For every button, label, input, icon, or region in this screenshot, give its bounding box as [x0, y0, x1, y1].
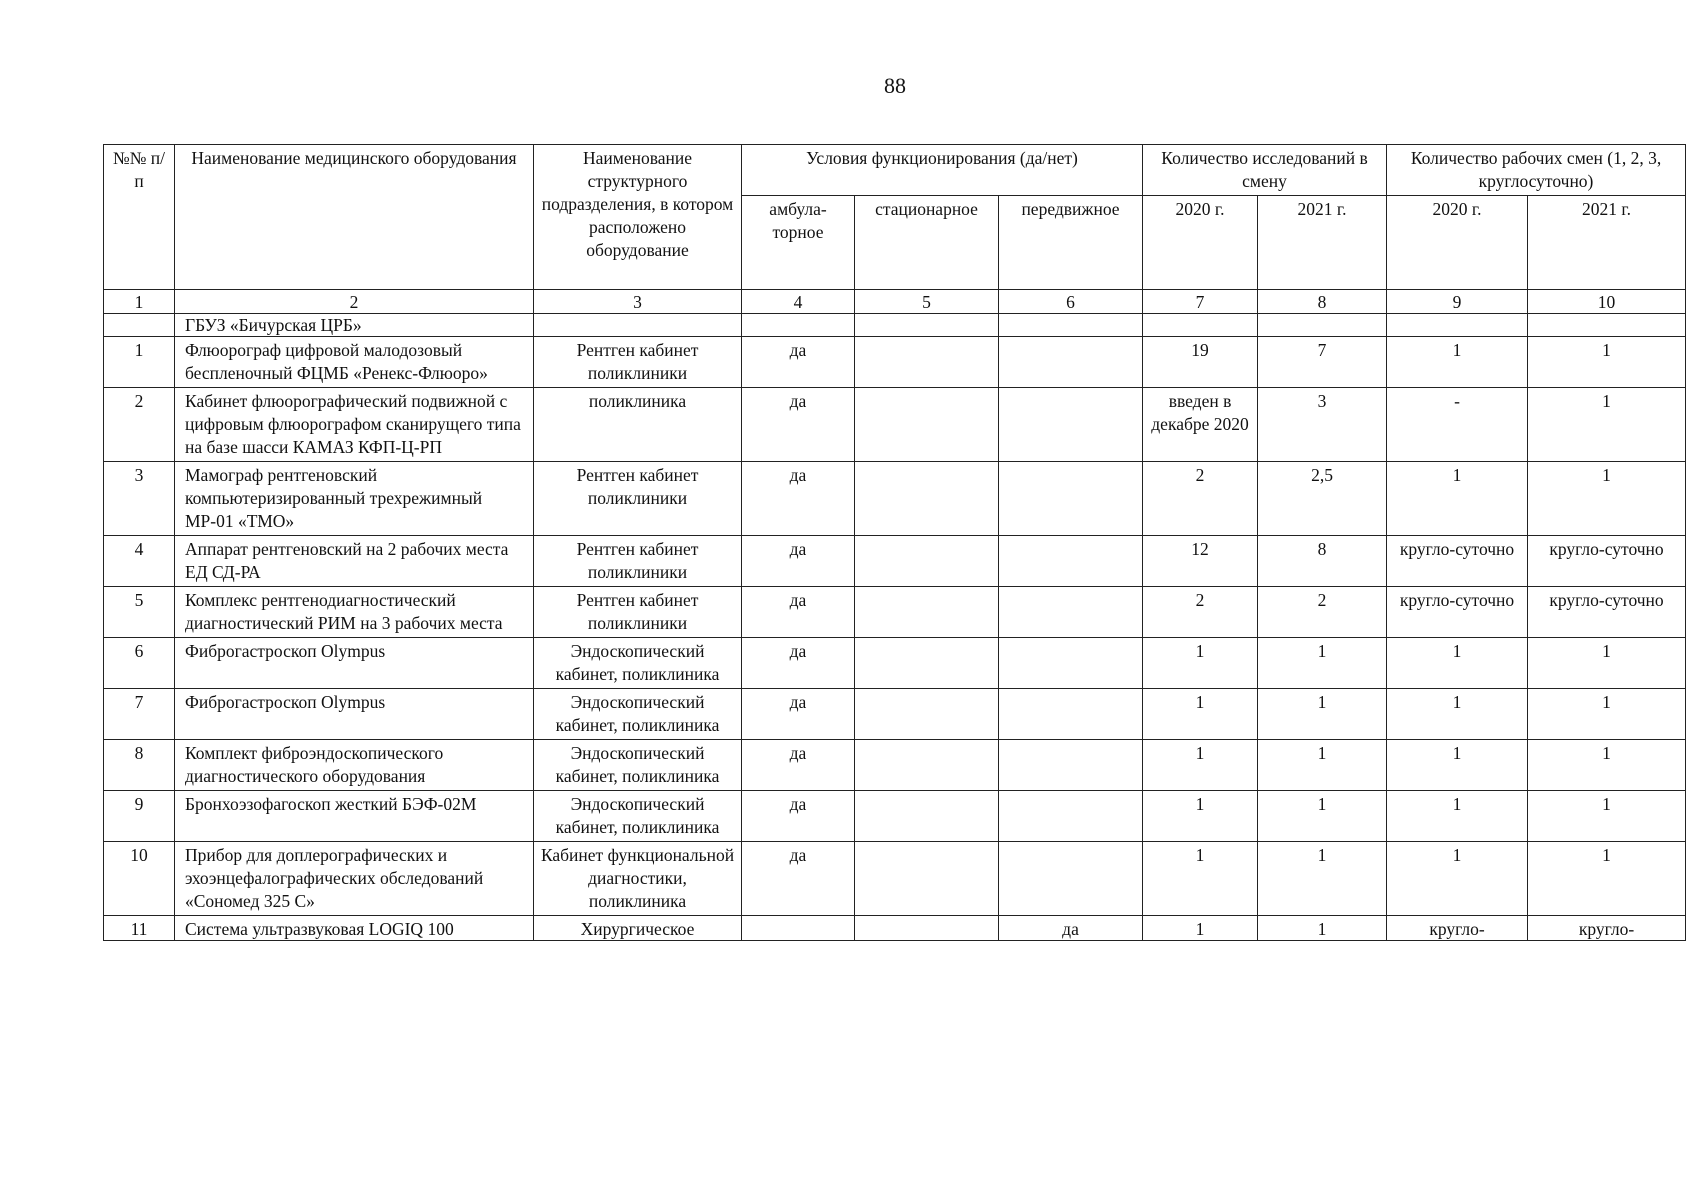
studies-2021: 1 [1258, 689, 1387, 740]
shifts-2020: 1 [1387, 842, 1528, 916]
table-row [104, 462, 1686, 536]
shifts-2020: 1 [1387, 740, 1528, 791]
department-name: Рентген кабинет поликлиники [534, 587, 742, 638]
equipment-name: Флюорограф цифровой малодозовый беспленочный ФЦМБ «Ренекс-Флюоро» [175, 337, 534, 388]
table-row [104, 536, 1686, 587]
header-stationary: стационарное [855, 196, 999, 290]
header-shifts: Количество рабочих смен (1, 2, 3, круглосуточно) [1387, 145, 1686, 196]
column-number: 1 [104, 290, 175, 314]
header-unit: Наименование структурного подразделения, в котором расположено оборудование [534, 145, 742, 290]
department-name: Рентген кабинет поликлиники [534, 337, 742, 388]
mobile-flag [999, 587, 1143, 638]
table-row [104, 791, 1686, 842]
header-mobile: передвижное [999, 196, 1143, 290]
shifts-2020: 1 [1387, 462, 1528, 536]
equipment-name: Фиброгастроскоп Olympus [175, 638, 534, 689]
column-number: 5 [855, 290, 999, 314]
shifts-2020: - [1387, 388, 1528, 462]
header-equipment-name: Наименование медицинского оборудования [175, 145, 534, 290]
row-number: 3 [104, 462, 175, 536]
table-row [104, 842, 1686, 916]
table-row [104, 587, 1686, 638]
studies-2020: 1 [1143, 740, 1258, 791]
column-number: 4 [742, 290, 855, 314]
shifts-2020: кругло-суточно [1387, 587, 1528, 638]
mobile-flag [999, 689, 1143, 740]
stationary-flag [855, 337, 999, 388]
studies-2021: 1 [1258, 842, 1387, 916]
stationary-flag [855, 689, 999, 740]
header-num: №№ п/п [104, 145, 175, 290]
ambulatory-flag: да [742, 337, 855, 388]
table-row [104, 388, 1686, 462]
studies-2021: 1 [1258, 740, 1387, 791]
stationary-flag [855, 916, 999, 941]
department-name: Эндоскопический кабинет, поликлиника [534, 791, 742, 842]
mobile-flag [999, 740, 1143, 791]
shifts-2021: 1 [1528, 337, 1686, 388]
header-studies-2020: 2020 г. [1143, 196, 1258, 290]
row-number: 7 [104, 689, 175, 740]
studies-2020: 1 [1143, 842, 1258, 916]
department-name: Эндоскопический кабинет, поликлиника [534, 638, 742, 689]
stationary-flag [855, 842, 999, 916]
studies-2020: 1 [1143, 689, 1258, 740]
mobile-flag: да [999, 916, 1143, 941]
header-studies-2021: 2021 г. [1258, 196, 1387, 290]
row-number: 10 [104, 842, 175, 916]
studies-2021: 1 [1258, 638, 1387, 689]
column-number: 6 [999, 290, 1143, 314]
equipment-name: Мамограф рентгеновский компьютеризированный трехрежимный МР-01 «ТМО» [175, 462, 534, 536]
shifts-2021: 1 [1528, 638, 1686, 689]
ambulatory-flag: да [742, 638, 855, 689]
stationary-flag [855, 587, 999, 638]
studies-2020: 12 [1143, 536, 1258, 587]
organization-name: ГБУЗ «Бичурская ЦРБ» [175, 314, 534, 337]
department-name: Рентген кабинет поликлиники [534, 536, 742, 587]
equipment-name: Комплект фиброэндоскопического диагностического оборудования [175, 740, 534, 791]
row-number: 2 [104, 388, 175, 462]
shifts-2020: 1 [1387, 638, 1528, 689]
mobile-flag [999, 462, 1143, 536]
header-shifts-2020: 2020 г. [1387, 196, 1528, 290]
ambulatory-flag: да [742, 388, 855, 462]
studies-2021: 1 [1258, 916, 1387, 941]
row-number: 9 [104, 791, 175, 842]
ambulatory-flag [742, 916, 855, 941]
equipment-name: Кабинет флюорографический подвижной с цифровым флюорографом сканирущего типа на базе шасси КАМАЗ КФП-Ц-РП [175, 388, 534, 462]
shifts-2020: 1 [1387, 791, 1528, 842]
ambulatory-flag: да [742, 689, 855, 740]
table-row [104, 638, 1686, 689]
row-number: 6 [104, 638, 175, 689]
shifts-2020: кругло- [1387, 916, 1528, 941]
department-name: Рентген кабинет поликлиники [534, 462, 742, 536]
studies-2020: введен в декабре 2020 [1143, 388, 1258, 462]
department-name: Эндоскопический кабинет, поликлиника [534, 689, 742, 740]
shifts-2021: кругло-суточно [1528, 536, 1686, 587]
header-ambulatory: амбула-торное [742, 196, 855, 290]
department-name: поликлиника [534, 388, 742, 462]
shifts-2021: 1 [1528, 689, 1686, 740]
column-number: 10 [1528, 290, 1686, 314]
department-name: Кабинет функциональной диагностики, поликлиника [534, 842, 742, 916]
column-number: 2 [175, 290, 534, 314]
column-number: 8 [1258, 290, 1387, 314]
page-number: 88 [884, 73, 906, 98]
equipment-name: Аппарат рентгеновский на 2 рабочих места ЕД СД-РА [175, 536, 534, 587]
studies-2020: 2 [1143, 587, 1258, 638]
shifts-2020: кругло-суточно [1387, 536, 1528, 587]
stationary-flag [855, 536, 999, 587]
mobile-flag [999, 791, 1143, 842]
studies-2021: 2 [1258, 587, 1387, 638]
row-number: 4 [104, 536, 175, 587]
shifts-2021: 1 [1528, 791, 1686, 842]
studies-2021: 7 [1258, 337, 1387, 388]
row-number: 5 [104, 587, 175, 638]
column-number: 9 [1387, 290, 1528, 314]
organization-row [104, 314, 1686, 337]
header-studies: Количество исследований в смену [1143, 145, 1387, 196]
equipment-name: Система ультразвуковая LOGIQ 100 [175, 916, 534, 941]
shifts-2021: кругло-суточно [1528, 587, 1686, 638]
studies-2020: 2 [1143, 462, 1258, 536]
equipment-name: Бронхоэзофагоскоп жесткий БЭФ-02М [175, 791, 534, 842]
studies-2020: 19 [1143, 337, 1258, 388]
row-number: 11 [104, 916, 175, 941]
shifts-2021: 1 [1528, 462, 1686, 536]
mobile-flag [999, 536, 1143, 587]
studies-2021: 1 [1258, 791, 1387, 842]
ambulatory-flag: да [742, 462, 855, 536]
ambulatory-flag: да [742, 842, 855, 916]
studies-2021: 8 [1258, 536, 1387, 587]
shifts-2020: 1 [1387, 337, 1528, 388]
shifts-2020: 1 [1387, 689, 1528, 740]
row-number: 1 [104, 337, 175, 388]
studies-2020: 1 [1143, 791, 1258, 842]
equipment-name: Фиброгастроскоп Olympus [175, 689, 534, 740]
shifts-2021: кругло- [1528, 916, 1686, 941]
stationary-flag [855, 740, 999, 791]
mobile-flag [999, 337, 1143, 388]
column-number-row [104, 290, 1686, 314]
department-name: Хирургическое [534, 916, 742, 941]
mobile-flag [999, 638, 1143, 689]
column-number: 7 [1143, 290, 1258, 314]
ambulatory-flag: да [742, 536, 855, 587]
stationary-flag [855, 462, 999, 536]
table-row [104, 689, 1686, 740]
mobile-flag [999, 842, 1143, 916]
equipment-table [103, 144, 1686, 941]
row-number: 8 [104, 740, 175, 791]
studies-2021: 3 [1258, 388, 1387, 462]
table-row [104, 337, 1686, 388]
shifts-2021: 1 [1528, 740, 1686, 791]
equipment-name: Прибор для доплерографических и эхоэнцефалографических обследований «Сономед 325 С» [175, 842, 534, 916]
ambulatory-flag: да [742, 791, 855, 842]
stationary-flag [855, 638, 999, 689]
ambulatory-flag: да [742, 740, 855, 791]
header-row-1 [104, 145, 1686, 196]
shifts-2021: 1 [1528, 388, 1686, 462]
header-conditions: Условия функционирования (да/нет) [742, 145, 1143, 196]
column-number: 3 [534, 290, 742, 314]
mobile-flag [999, 388, 1143, 462]
ambulatory-flag: да [742, 587, 855, 638]
header-shifts-2021: 2021 г. [1528, 196, 1686, 290]
studies-2020: 1 [1143, 638, 1258, 689]
studies-2020: 1 [1143, 916, 1258, 941]
department-name: Эндоскопический кабинет, поликлиника [534, 740, 742, 791]
shifts-2021: 1 [1528, 842, 1686, 916]
stationary-flag [855, 791, 999, 842]
table-row [104, 916, 1686, 941]
table-row [104, 740, 1686, 791]
studies-2021: 2,5 [1258, 462, 1387, 536]
stationary-flag [855, 388, 999, 462]
equipment-name: Комплекс рентгенодиагностический диагностический РИМ на 3 рабочих места [175, 587, 534, 638]
